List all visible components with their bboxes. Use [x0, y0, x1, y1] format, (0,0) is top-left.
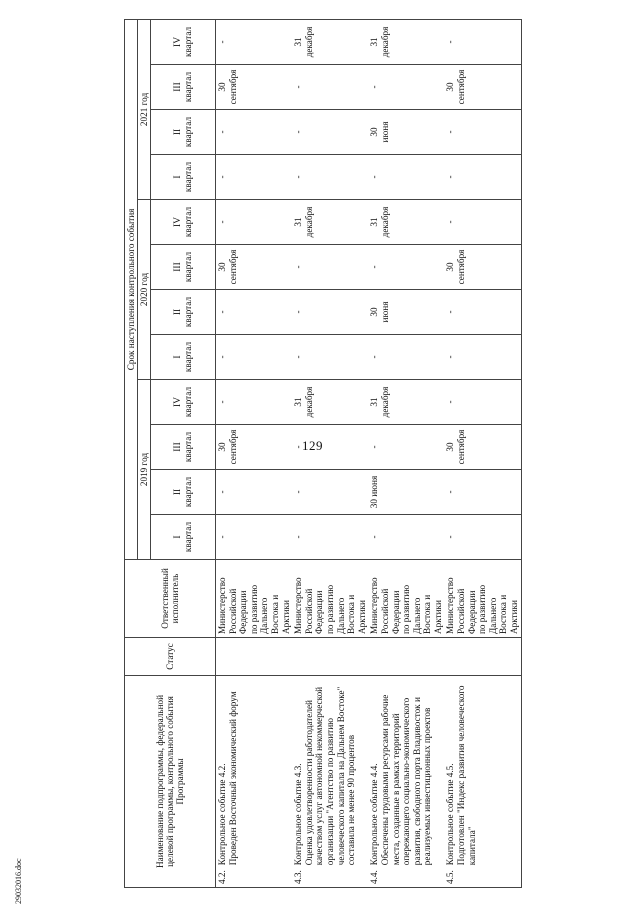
quarter-deadline-cell: -	[216, 515, 293, 560]
quarter-deadline-cell: 30 июня	[368, 110, 444, 155]
quarter-word: квартал	[183, 521, 193, 553]
quarter-deadline-cell: 31 декабря	[292, 19, 368, 64]
quarter-word: квартал	[183, 251, 193, 283]
quarter-word: квартал	[183, 26, 193, 57]
header-quarter	[151, 19, 216, 64]
header-quarter	[151, 425, 216, 470]
quarter-deadline-cell: -	[444, 380, 521, 425]
quarter-deadline-cell: -	[368, 155, 444, 200]
quarter-deadline-cell: 30 сентября	[444, 425, 521, 470]
header-responsible: Ответственный исполнитель	[125, 560, 216, 638]
quarter-deadline-cell: -	[292, 155, 368, 200]
header-deadline: Срок наступления контрольного события	[125, 19, 138, 559]
quarter-deadline-cell: -	[444, 290, 521, 335]
responsible-cell: Министерство Российской Федерации по развитию Дальнего Востока и Арктики	[444, 560, 521, 638]
header-year-2020: 2020 год	[138, 200, 151, 380]
quarter-deadline-cell: 31 декабря	[368, 380, 444, 425]
quarter-deadline-cell: -	[368, 425, 444, 470]
control-events-table	[124, 19, 522, 888]
header-quarter	[151, 110, 216, 155]
quarter-deadline-cell: -	[292, 290, 368, 335]
header-quarter	[151, 65, 216, 110]
quarter-deadline-cell: 30 июня	[368, 470, 444, 515]
header-quarter	[151, 290, 216, 335]
event-number: 4.4.	[369, 870, 380, 884]
quarter-numeral: I	[173, 175, 183, 179]
header-quarter	[151, 380, 216, 425]
header-name: Наименование подпрограммы, федеральной целевой программы, контрольного события Программы	[125, 676, 216, 888]
quarter-deadline-cell: -	[444, 110, 521, 155]
quarter-deadline-cell: -	[292, 65, 368, 110]
quarter-numeral: IV	[173, 396, 183, 408]
header-quarter	[151, 335, 216, 380]
quarter-deadline-cell: -	[444, 515, 521, 560]
table-row	[292, 19, 368, 887]
quarter-deadline-cell: -	[216, 380, 293, 425]
event-name-cell	[368, 676, 444, 888]
event-number: 4.3.	[293, 870, 304, 884]
quarter-word: квартал	[183, 431, 193, 463]
quarter-numeral: IV	[173, 36, 183, 47]
quarter-numeral: II	[173, 128, 183, 136]
quarter-deadline-cell: -	[368, 335, 444, 380]
quarter-deadline-cell: 31 декабря	[292, 380, 368, 425]
quarter-deadline-cell: 31 декабря	[368, 200, 444, 245]
quarter-numeral: I	[173, 535, 183, 539]
quarter-deadline-cell: -	[444, 470, 521, 515]
quarter-deadline-cell: -	[292, 110, 368, 155]
quarter-deadline-cell: -	[292, 335, 368, 380]
status-cell	[292, 638, 368, 676]
quarter-word: квартал	[183, 116, 193, 148]
header-quarter	[151, 470, 216, 515]
header-quarter	[151, 155, 216, 200]
table-header	[125, 19, 216, 887]
quarter-deadline-cell: -	[216, 470, 293, 515]
table-row	[216, 19, 293, 887]
quarter-word: квартал	[183, 296, 193, 328]
header-quarter	[151, 200, 216, 245]
status-cell	[444, 638, 521, 676]
quarter-word: квартал	[183, 161, 193, 193]
table-row	[368, 19, 444, 887]
quarter-word: квартал	[183, 71, 193, 103]
event-number: 4.2.	[217, 870, 227, 884]
quarter-numeral: III	[173, 82, 183, 92]
responsible-cell: Министерство Российской Федерации по развитию Дальнего Востока и Арктики	[216, 560, 293, 638]
header-year-2021: 2021 год	[138, 19, 151, 199]
quarter-deadline-cell: -	[368, 515, 444, 560]
quarter-deadline-cell: -	[216, 19, 293, 64]
quarter-deadline-cell: -	[292, 515, 368, 560]
quarter-deadline-cell: 31 декабря	[368, 19, 444, 64]
quarter-deadline-cell: 30 сентября	[444, 245, 521, 290]
quarter-deadline-cell: -	[292, 425, 368, 470]
quarter-deadline-cell: 30 июня	[368, 290, 444, 335]
status-cell	[368, 638, 444, 676]
quarter-deadline-cell: -	[216, 335, 293, 380]
event-name-cell	[444, 676, 521, 888]
quarter-word: квартал	[183, 386, 193, 418]
event-name: Контрольное событие 4.3. Оценка удовлетворенности работодателей качеством услуг автономной некоммерческой организации "Агентство по развитию человеческого капитала на Дальнем Востоке" составила не менее 90 процентов	[293, 686, 357, 866]
event-number: 4.5.	[445, 870, 456, 884]
quarter-deadline-cell: 30 сентября	[444, 65, 521, 110]
header-year-2019: 2019 год	[138, 380, 151, 560]
header-quarter	[151, 515, 216, 560]
quarter-deadline-cell: -	[444, 200, 521, 245]
event-name-cell	[292, 676, 368, 888]
event-name: Контрольное событие 4.2. Проведен Восточный экономический форум	[217, 691, 238, 866]
event-name: Контрольное событие 4.5. Подготовлен "Индекс развития человеческого капитала"	[445, 685, 477, 866]
status-cell	[216, 638, 293, 676]
quarter-numeral: III	[173, 442, 183, 452]
quarter-deadline-cell: 31 декабря	[292, 200, 368, 245]
event-name-cell	[216, 676, 293, 888]
page-number: 129	[302, 438, 323, 453]
quarter-deadline-cell: -	[216, 200, 293, 245]
quarter-deadline-cell: 30 сентября	[216, 425, 293, 470]
quarter-deadline-cell: -	[444, 19, 521, 64]
quarter-numeral: III	[173, 262, 183, 272]
header-quarter	[151, 245, 216, 290]
responsible-cell: Министерство Российской Федерации по развитию Дальнего Востока и Арктики	[292, 560, 368, 638]
quarter-deadline-cell: -	[368, 245, 444, 290]
quarter-deadline-cell: -	[216, 290, 293, 335]
quarter-numeral: I	[173, 355, 183, 359]
table-row	[444, 19, 521, 887]
header-status: Статус	[125, 638, 216, 676]
quarter-word: квартал	[183, 206, 193, 238]
quarter-deadline-cell: 30 сентября	[216, 245, 293, 290]
quarter-deadline-cell: -	[368, 65, 444, 110]
quarter-deadline-cell: -	[216, 110, 293, 155]
quarter-deadline-cell: -	[292, 245, 368, 290]
table-body	[216, 19, 522, 887]
quarter-word: квартал	[183, 341, 193, 373]
quarter-word: квартал	[183, 476, 193, 508]
quarter-deadline-cell: -	[444, 155, 521, 200]
control-events-table-sheet	[124, 20, 624, 888]
document-id: 29032016.doc	[14, 858, 23, 904]
quarter-numeral: IV	[173, 216, 183, 228]
quarter-numeral: II	[173, 308, 183, 316]
responsible-cell: Министерство Российской Федерации по развитию Дальнего Востока и Арктики	[368, 560, 444, 638]
quarter-deadline-cell: 30 сентября	[216, 65, 293, 110]
event-name: Контрольное событие 4.4. Обеспечены трудовыми ресурсами рабочие места, созданные в рамках территорий опережающего социально-экономического развития, свободного порта Владивосток и реализуемых инвестиционных проектов	[369, 694, 433, 866]
quarter-numeral: II	[173, 488, 183, 496]
quarter-deadline-cell: -	[444, 335, 521, 380]
quarter-deadline-cell: -	[216, 155, 293, 200]
quarter-deadline-cell: -	[292, 470, 368, 515]
